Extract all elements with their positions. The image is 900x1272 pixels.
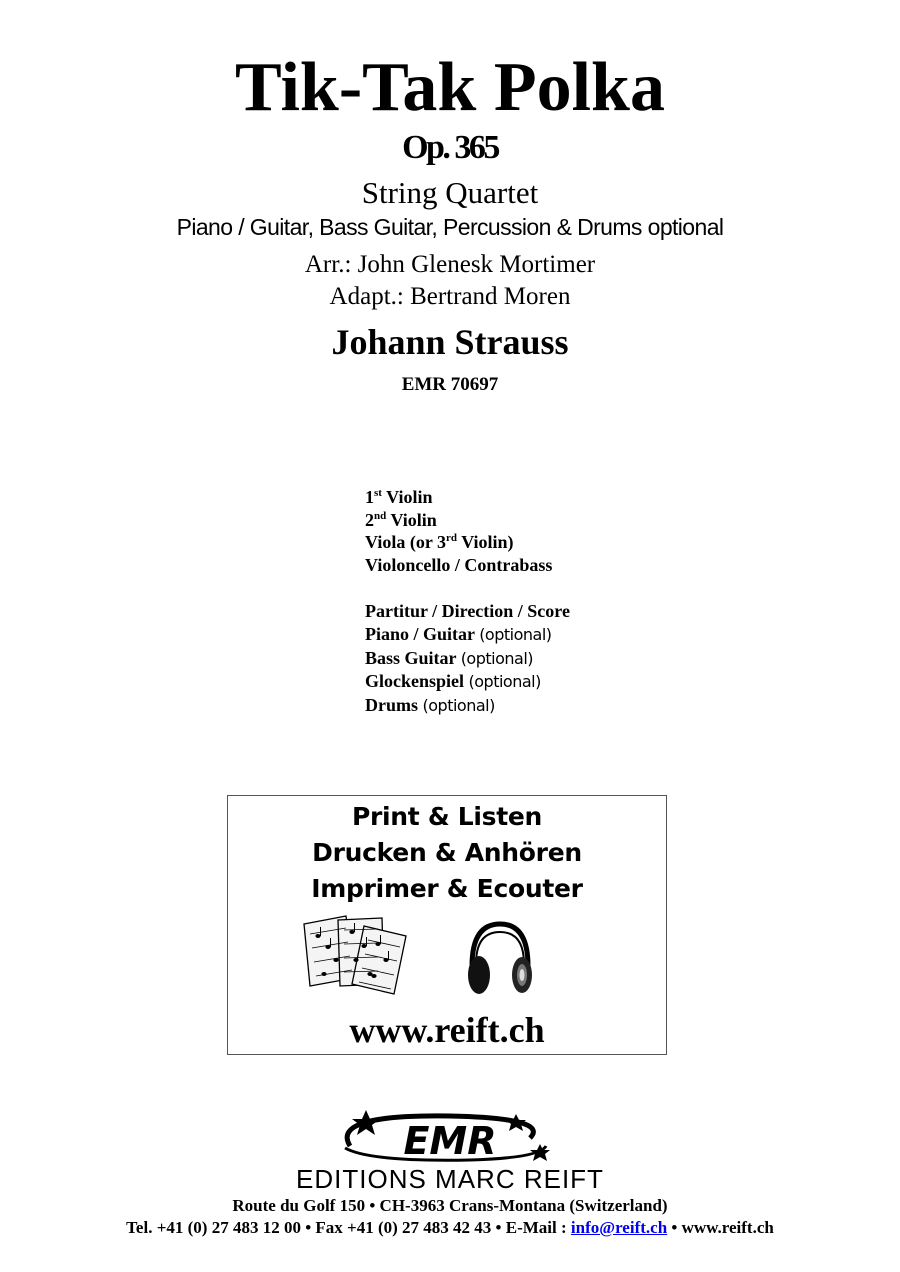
part-piano <box>365 623 570 647</box>
parts-list <box>365 486 570 717</box>
promo-line-french: Imprimer & Ecouter <box>311 874 583 903</box>
optional-note: (optional) <box>468 672 541 692</box>
part-piano-name: Piano / Guitar <box>365 623 475 644</box>
part-violin-2-sup: nd <box>374 509 387 522</box>
headphones-icon <box>462 918 538 998</box>
part-violin-2-num: 2 <box>365 509 374 530</box>
part-viola <box>365 531 570 554</box>
part-cello: Violoncello / Contrabass <box>365 554 553 575</box>
ensemble: String Quartet <box>361 175 539 210</box>
logo-emr-text: EMR <box>403 1119 497 1163</box>
promo-line-english: Print & Listen <box>351 802 543 831</box>
part-violin-1-num: 1 <box>365 487 374 507</box>
sheet-music-icon <box>298 914 413 996</box>
title: Tik-Tak Polka <box>235 49 665 126</box>
publisher-contacts <box>0 1217 900 1239</box>
catalog-number: EMR 70697 <box>401 374 499 395</box>
promo-line-german: Drucken & Anhören <box>312 838 582 867</box>
part-violin-1-sup: st <box>374 487 382 499</box>
part-violin-2 <box>365 509 570 532</box>
print-listen-box <box>227 795 667 1055</box>
optional-note: (optional) <box>422 695 495 715</box>
emr-logo <box>250 1108 650 1192</box>
part-viola-sup: rd <box>446 532 457 545</box>
optional-note: (optional) <box>479 624 552 644</box>
optional-note: (optional) <box>460 648 534 668</box>
logo-star-left <box>352 1110 380 1135</box>
part-score: Partitur / Direction / Score <box>365 601 570 622</box>
arranger: Arr.: John Glenesk Mortimer <box>304 251 596 278</box>
contacts-suffix: • www.reift.ch <box>667 1218 774 1237</box>
part-viola-pre: Viola (or 3 <box>365 532 446 553</box>
promo-url[interactable]: www.reift.ch <box>349 1010 545 1050</box>
publisher-address: Route du Golf 150 • CH-3963 Crans-Montana (Switzerland) <box>232 1196 668 1215</box>
adapter: Adapt.: Bertrand Moren <box>329 283 571 310</box>
composer: Johann Strauss <box>331 322 569 362</box>
part-violin-1 <box>365 486 570 509</box>
part-drums <box>365 694 570 718</box>
part-glock <box>365 670 570 694</box>
part-bass-name: Bass Guitar <box>365 647 457 668</box>
part-drums-name: Drums <box>365 694 418 715</box>
publisher-name: EDITIONS MARC REIFT <box>296 1164 604 1192</box>
part-glock-name: Glockenspiel <box>365 671 465 692</box>
part-violin-2-name: Violin <box>390 509 437 530</box>
part-violin-1-name: Violin <box>386 487 433 507</box>
email-link[interactable]: info@reift.ch <box>570 1218 668 1237</box>
optional-instruments-text: Piano / Guitar, Bass Guitar, Percussion & Drums optional <box>176 214 724 240</box>
part-viola-post: Violin) <box>461 532 514 553</box>
contacts-prefix: Tel. +41 (0) 27 483 12 00 • Fax +41 (0) 27 483 42 43 • E-Mail : <box>126 1218 571 1237</box>
optional-instruments <box>0 213 900 242</box>
opus-number: Op. 365 <box>402 129 498 166</box>
part-bass <box>365 647 570 671</box>
